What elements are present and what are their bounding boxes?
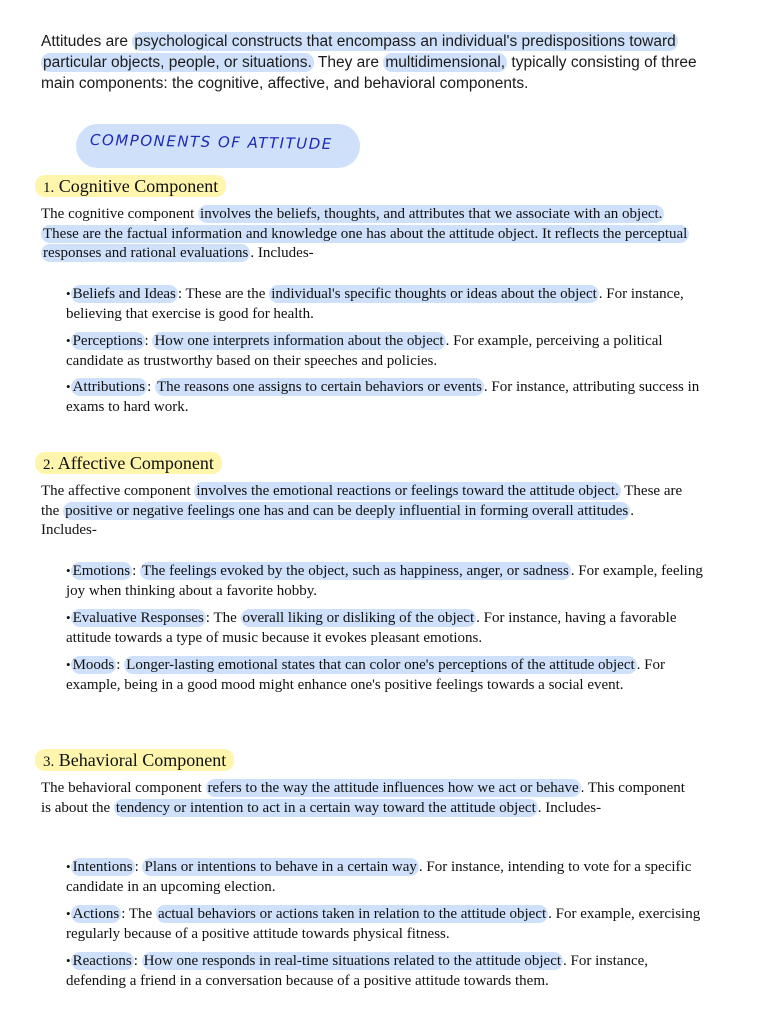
bullet-item	[66, 951, 706, 991]
bullet-text: :	[132, 563, 140, 579]
body-highlight: refers to the way the attitude influences how we act or behave	[207, 780, 579, 796]
bullet-highlight: Longer-lasting emotional states that can color one's perceptions of the attitude object	[126, 657, 635, 673]
bullet-text: . For example, exercising regularly because of a positive attitude towards physical fitness.	[66, 906, 701, 942]
section-body-affective	[41, 482, 691, 541]
bullet-dot: •	[66, 286, 71, 301]
bullet-text: . For instance, believing that exercise is good for health.	[66, 286, 684, 322]
bullet-dot: •	[66, 563, 71, 578]
intro-highlight-definition: psychological constructs that encompass an individual's predispositions toward particular objects, people, or situations.	[43, 33, 676, 71]
bullet-term: Moods	[72, 657, 115, 673]
bullet-highlight: The feelings evoked by the object, such as happiness, anger, or sadness	[142, 563, 569, 579]
bullet-term: Perceptions	[72, 333, 143, 349]
bullet-item	[66, 284, 706, 324]
bullet-text: :	[144, 333, 153, 349]
heading-highlight	[35, 175, 226, 197]
section-title: Behavioral Component	[58, 750, 227, 770]
bullet-term: Evaluative Responses	[72, 610, 204, 626]
section-heading-affective	[35, 452, 222, 476]
section-number: 3.	[43, 754, 55, 770]
bullet-highlight: How one interprets information about the object	[154, 333, 444, 349]
bullet-term: Emotions	[72, 563, 131, 579]
body-highlight: involves the emotional reactions or feelings toward the attitude object.	[196, 483, 619, 499]
bullet-term: Actions	[72, 906, 120, 922]
bullet-text: . For example, being in a good mood might enhance one's positive feelings towards a social event.	[66, 657, 666, 693]
bullet-text: :	[134, 859, 143, 875]
intro-highlight-multidimensional: multidimensional,	[385, 54, 506, 71]
bullet-item	[66, 331, 706, 371]
bullet-highlight: Plans or intentions to behave in a certain way	[144, 859, 417, 875]
section-number: 2.	[43, 457, 55, 473]
heading-highlight	[35, 749, 234, 771]
bullet-dot: •	[66, 610, 71, 625]
bullet-text: . For example, feeling joy when thinking about a favorite hobby.	[66, 563, 703, 599]
bullet-dot: •	[66, 953, 71, 968]
body-text: . Includes-	[537, 799, 602, 816]
heading-highlight	[35, 452, 222, 474]
bullet-text: . For instance, having a favorable attitude towards a type of music because it evokes pleasant emotions.	[66, 610, 677, 646]
bullet-text: : These are the	[177, 286, 270, 302]
section-heading-cognitive	[35, 175, 226, 199]
bullet-item	[66, 377, 706, 417]
intro-paragraph	[41, 31, 731, 94]
body-highlight: involves the beliefs, thoughts, and attributes that we associate with an object. These are the factual information and knowledge one has about the attitude object. It reflects the perceptual responses and rational evaluations	[43, 206, 688, 262]
bullet-text: . For instance, defending a friend in a conversation because of a positive attitude towards them.	[66, 953, 649, 989]
bullet-term: Reactions	[72, 953, 132, 969]
body-text: . Includes-	[41, 502, 634, 539]
body-text: . Includes-	[250, 245, 314, 262]
section-title: Cognitive Component	[58, 176, 219, 196]
bullet-highlight: The reasons one assigns to certain behaviors or events	[157, 379, 482, 395]
bullet-term: Intentions	[72, 859, 133, 875]
bullet-text: . For example, perceiving a political candidate as trustworthy based on their speeches and policies.	[66, 333, 663, 369]
body-text: The cognitive component	[41, 206, 199, 222]
bullet-text: . For instance, intending to vote for a specific candidate in an upcoming election.	[66, 859, 692, 895]
intro-text: Attitudes are	[41, 33, 133, 50]
intro-text: They are	[313, 54, 384, 71]
intro-text: typically consisting of three main components: the cognitive, affective, and behavioral components.	[41, 54, 697, 92]
section-heading-behavioral	[35, 749, 234, 773]
body-text: . This component is about the	[41, 780, 685, 816]
bullet-highlight: How one responds in real-time situations related to the attitude object	[143, 953, 562, 969]
body-text: The behavioral component	[41, 780, 206, 796]
body-highlight: tendency or intention to act in a certain way toward the attitude object	[115, 799, 536, 816]
body-text: These are the	[41, 483, 683, 519]
bullet-term: Beliefs and Ideas	[72, 286, 176, 302]
section-body-behavioral	[41, 779, 691, 818]
handwritten-sticker-title: COMPONENTS OF ATTITUDE	[89, 130, 333, 154]
bullet-dot: •	[66, 657, 71, 672]
section-body-cognitive	[41, 205, 691, 264]
bullet-text: : The	[121, 906, 156, 922]
bullet-item	[66, 655, 706, 695]
bullet-text: . For instance, attributing success in exams to hard work.	[66, 379, 700, 415]
bullet-text: :	[133, 953, 142, 969]
bullet-dot: •	[66, 333, 71, 348]
bullet-dot: •	[66, 379, 71, 394]
section-title: Affective Component	[57, 453, 214, 473]
bullet-highlight: individual's specific thoughts or ideas about the object	[271, 286, 597, 302]
bullet-item	[66, 561, 706, 601]
bullet-highlight: overall liking or disliking of the object	[242, 610, 475, 626]
bullet-text: :	[147, 379, 155, 395]
bullet-dot: •	[66, 859, 71, 874]
bullet-item	[66, 904, 706, 944]
bullet-item	[66, 608, 706, 648]
bullet-term: Attributions	[72, 379, 146, 395]
bullet-text: :	[116, 657, 125, 673]
body-highlight: positive or negative feelings one has and can be deeply influential in forming overall attitudes	[65, 502, 629, 519]
bullet-item	[66, 857, 706, 897]
bullet-highlight: actual behaviors or actions taken in relation to the attitude object	[157, 906, 547, 922]
bullet-text: : The	[205, 610, 241, 626]
section-number: 1.	[43, 180, 55, 196]
bullet-dot: •	[66, 906, 71, 921]
body-text: The affective component	[41, 483, 195, 499]
